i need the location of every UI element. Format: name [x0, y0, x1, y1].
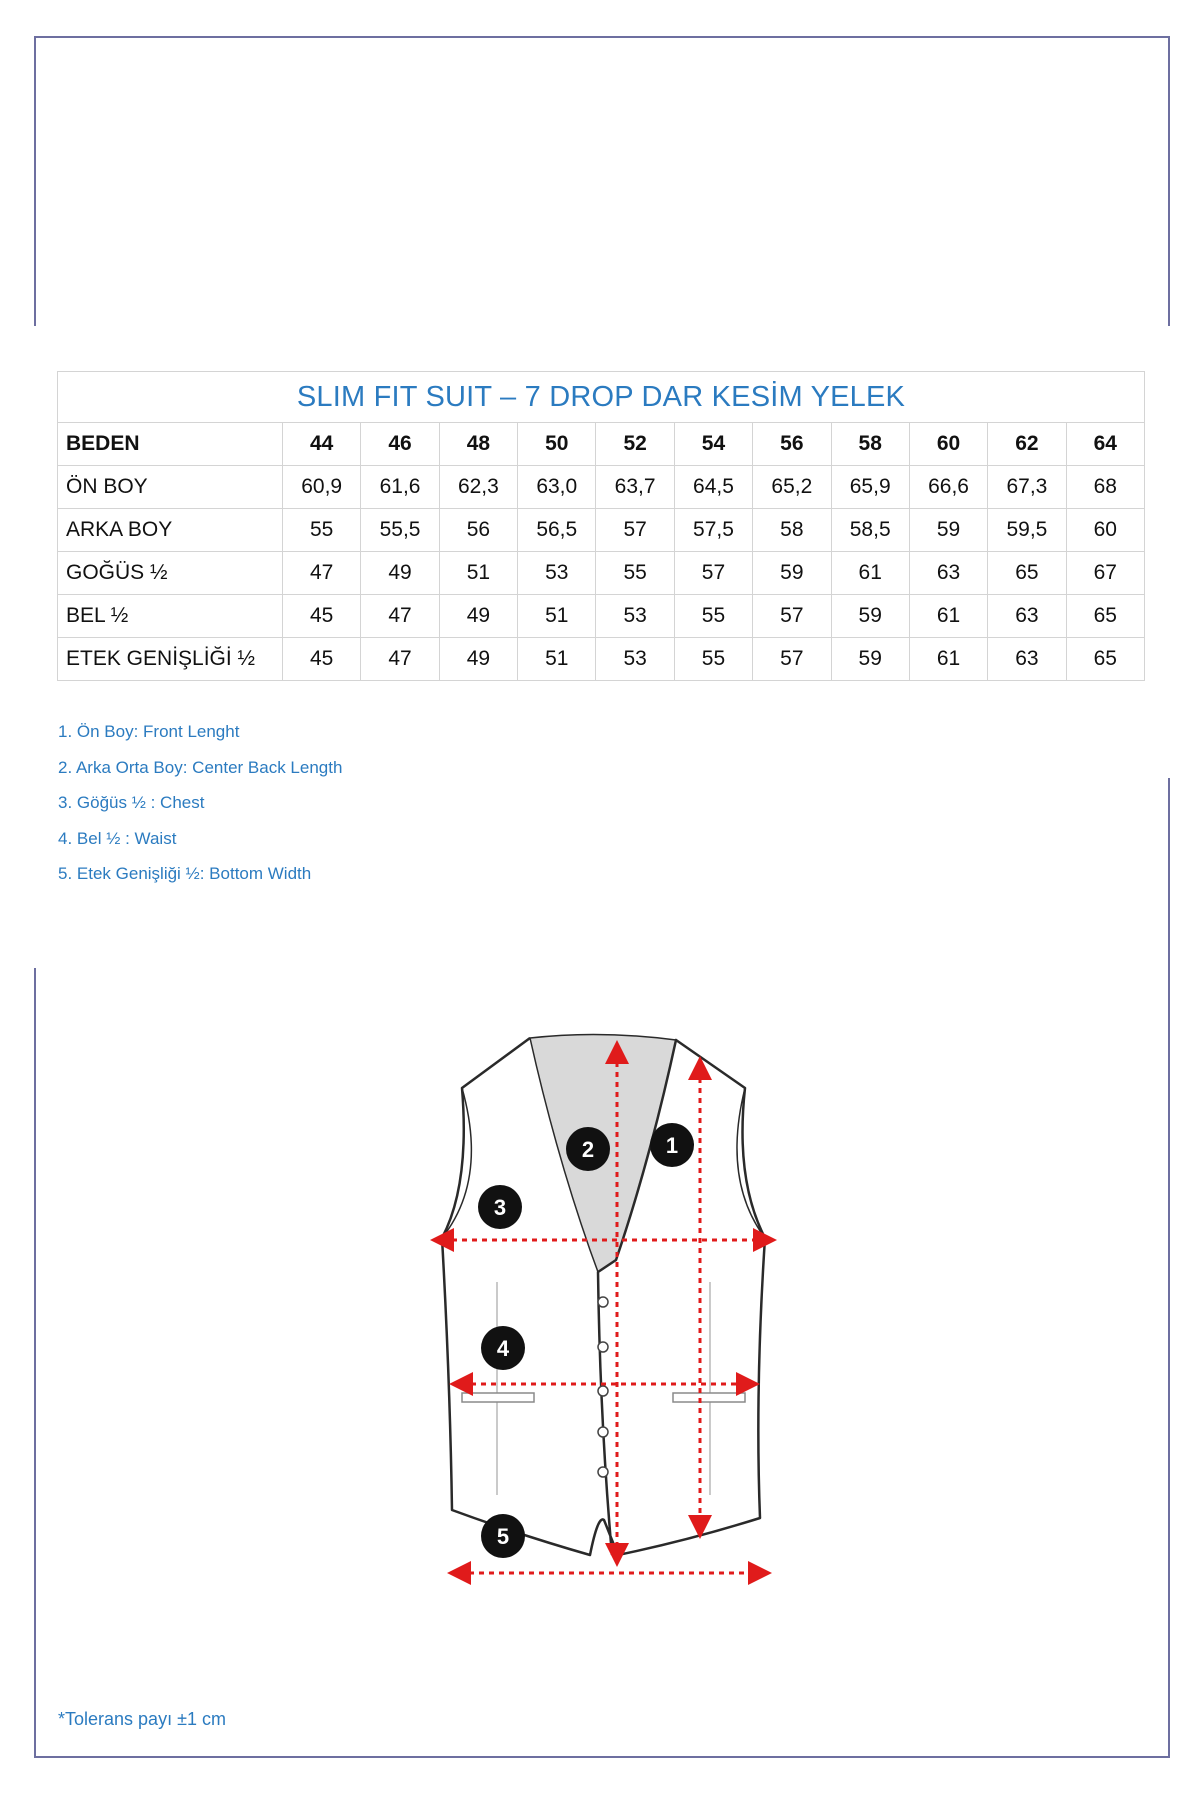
row-label: GOĞÜS ½ — [58, 552, 283, 595]
table-cell: 67 — [1066, 552, 1144, 595]
table-cell: 63,7 — [596, 466, 674, 509]
table-cell: 55 — [674, 595, 752, 638]
table-cell: 58,5 — [831, 509, 909, 552]
table-cell: 67,3 — [988, 466, 1066, 509]
table-cell: 49 — [439, 638, 517, 681]
table-cell: 59 — [831, 638, 909, 681]
table-cell: 45 — [283, 638, 361, 681]
table-cell: 59 — [831, 595, 909, 638]
left-welt-pocket — [462, 1393, 534, 1402]
table-cell: 61 — [909, 595, 987, 638]
tolerance-note: *Tolerans payı ±1 cm — [58, 1709, 226, 1729]
table-cell: 53 — [596, 595, 674, 638]
table-cell: 56 — [439, 509, 517, 552]
table-cell: 55 — [596, 552, 674, 595]
size-header-cell: 54 — [674, 423, 752, 466]
table-cell: 53 — [518, 552, 596, 595]
table-cell: 51 — [439, 552, 517, 595]
table-cell: 57 — [753, 595, 831, 638]
legend-item: 1. Ön Boy: Front Lenght — [58, 722, 240, 741]
table-cell: 55 — [283, 509, 361, 552]
table-cell: 49 — [439, 595, 517, 638]
table-cell: 55 — [674, 638, 752, 681]
table-cell: 45 — [283, 595, 361, 638]
table-cell: 57 — [674, 552, 752, 595]
table-cell: 66,6 — [909, 466, 987, 509]
legend-item: 2. Arka Orta Boy: Center Back Length — [58, 757, 343, 777]
table-cell: 65,9 — [831, 466, 909, 509]
size-header-cell: 50 — [518, 423, 596, 466]
right-welt-pocket — [673, 1393, 745, 1402]
table-cell: 58 — [753, 509, 831, 552]
table-cell: 64,5 — [674, 466, 752, 509]
table-cell: 61,6 — [361, 466, 439, 509]
size-header-cell: 64 — [1066, 423, 1144, 466]
table-title: SLIM FIT SUIT – 7 DROP DAR KESİM YELEK — [58, 372, 1145, 423]
table-cell: 65 — [988, 552, 1066, 595]
table-cell: 59 — [753, 552, 831, 595]
size-header-cell: 58 — [831, 423, 909, 466]
marker-4: 4 — [496, 1336, 510, 1361]
size-header-cell: 60 — [909, 423, 987, 466]
table-cell: 68 — [1066, 466, 1144, 509]
table-cell: 51 — [518, 595, 596, 638]
table-cell: 60,9 — [283, 466, 361, 509]
table-cell: 55,5 — [361, 509, 439, 552]
table-cell: 59,5 — [988, 509, 1066, 552]
size-header-cell: 46 — [361, 423, 439, 466]
table-cell: 53 — [596, 638, 674, 681]
size-header-cell: 62 — [988, 423, 1066, 466]
marker-1: 1 — [665, 1133, 679, 1158]
table-cell: 63,0 — [518, 466, 596, 509]
table-cell: 61 — [909, 638, 987, 681]
size-header-cell: 44 — [283, 423, 361, 466]
marker-2: 2 — [581, 1137, 595, 1162]
table-cell: 65,2 — [753, 466, 831, 509]
legend-item: 4. Bel ½ : Waist — [58, 828, 177, 848]
marker-5: 5 — [496, 1524, 510, 1549]
row-label: ARKA BOY — [58, 509, 283, 552]
legend-item: 3. Göğüs ½ : Chest — [58, 793, 205, 812]
size-header-cell: 56 — [753, 423, 831, 466]
table-cell: 65 — [1066, 638, 1144, 681]
table-cell: 62,3 — [439, 466, 517, 509]
header-label: BEDEN — [58, 423, 283, 466]
table-cell: 49 — [361, 552, 439, 595]
table-cell: 47 — [361, 595, 439, 638]
table-cell: 59 — [909, 509, 987, 552]
size-header-cell: 48 — [439, 423, 517, 466]
table-cell: 57 — [753, 638, 831, 681]
marker-3: 3 — [493, 1195, 507, 1220]
table-cell: 61 — [831, 552, 909, 595]
table-cell: 60 — [1066, 509, 1144, 552]
table-cell: 65 — [1066, 595, 1144, 638]
table-cell: 51 — [518, 638, 596, 681]
table-cell: 47 — [361, 638, 439, 681]
row-label: ETEK GENİŞLİĞİ ½ — [58, 638, 283, 681]
table-cell: 56,5 — [518, 509, 596, 552]
legend-item: 5. Etek Genişliği ½: Bottom Width — [58, 864, 312, 883]
table-cell: 57,5 — [674, 509, 752, 552]
size-header-cell: 52 — [596, 423, 674, 466]
table-cell: 57 — [596, 509, 674, 552]
table-cell: 63 — [988, 595, 1066, 638]
table-cell: 63 — [909, 552, 987, 595]
row-label: BEL ½ — [58, 595, 283, 638]
table-cell: 47 — [283, 552, 361, 595]
table-cell: 63 — [988, 638, 1066, 681]
row-label: ÖN BOY — [58, 466, 283, 509]
